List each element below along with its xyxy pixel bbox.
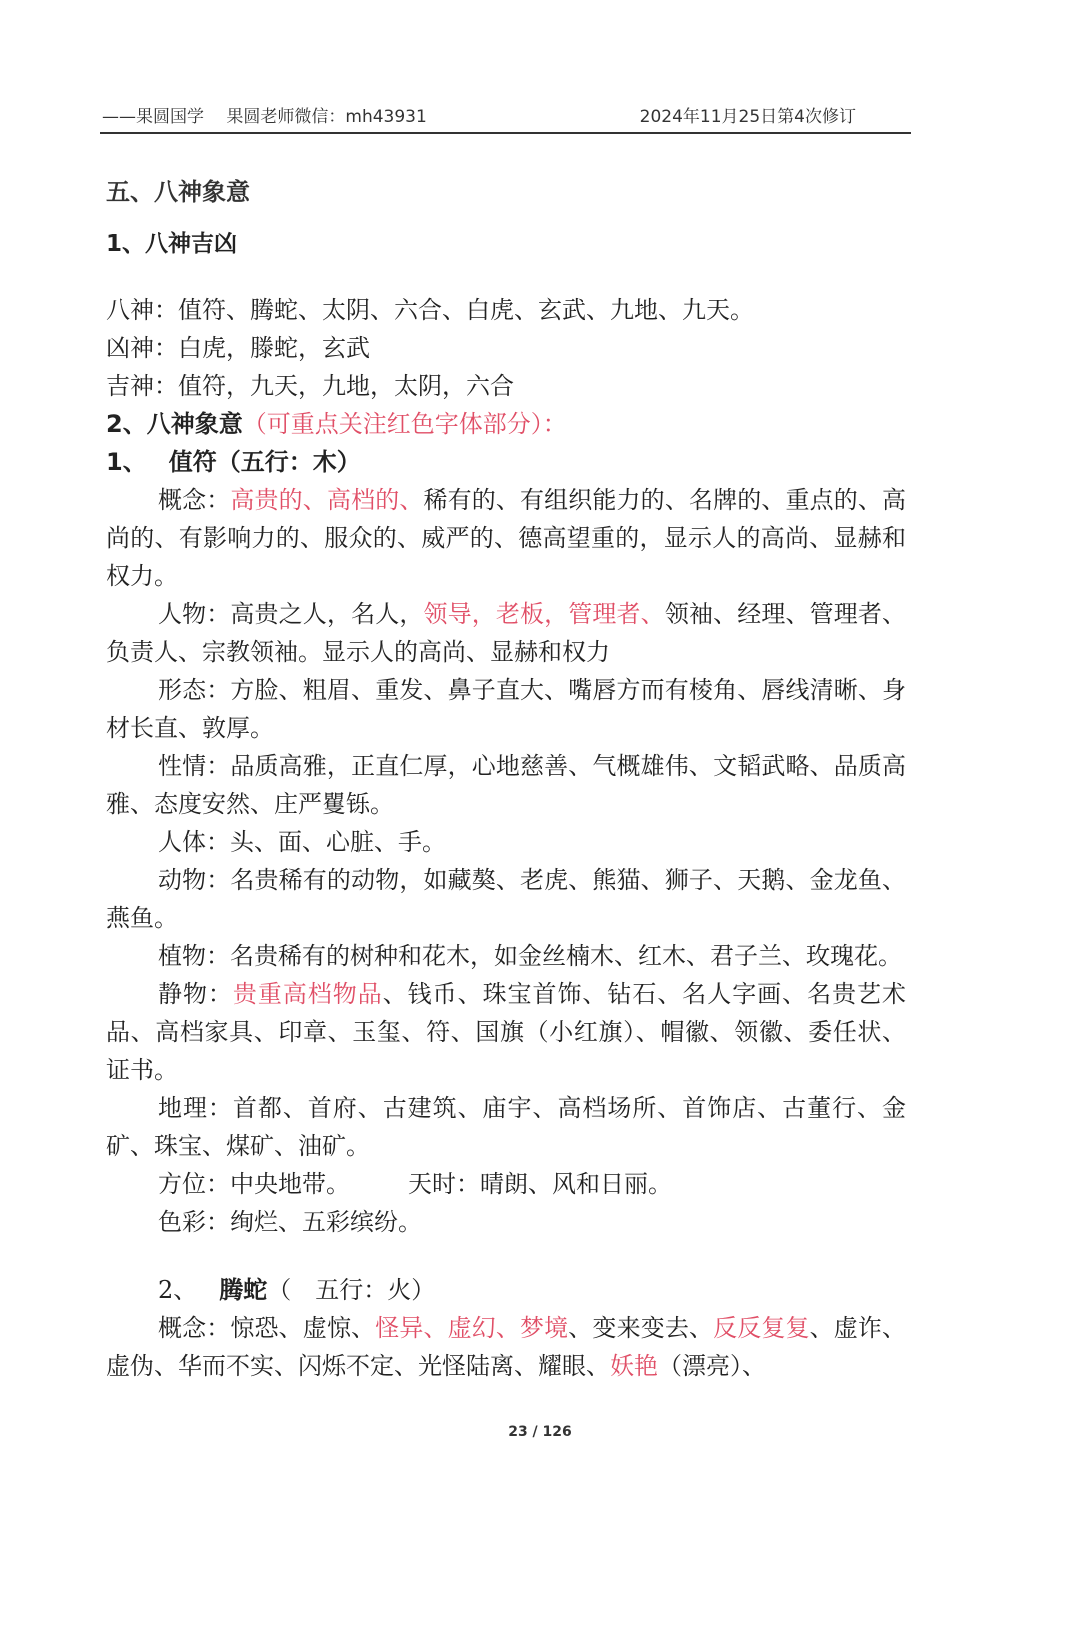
para-text: 、钱币、珠宝首饰、钻石、名人字画、名贵艺术品、高档家具、印章、玉玺、符、国旗（小红旗）、帽徽、领徽、委任状、证书。 xyxy=(106,980,907,1084)
para-xingqing: 性情：品质高雅，正直仁厚，心地慈善、气概雄伟、文韬武略、品质高雅、态度安然、庄严矍铄。 xyxy=(106,752,906,818)
para-dongwu: 动物：名贵稀有的动物，如藏獒、老虎、熊猫、狮子、天鹅、金龙鱼、燕鱼。 xyxy=(106,866,906,932)
para-tengshe-gainian xyxy=(106,1309,906,1385)
god-heading-number: 2、 xyxy=(158,1276,198,1304)
god-heading-element: （ 五行：火） xyxy=(267,1276,436,1304)
god-heading-name: 腾蛇 xyxy=(219,1276,268,1304)
list-xiongshen: 凶神：白虎，滕蛇，玄武 xyxy=(106,334,370,362)
para-text: 、虚诈、虚伪、华而不实、闪烁不定、光怪陆离、耀眼、 xyxy=(106,1314,907,1380)
label-renwu: 人物： xyxy=(158,600,231,628)
highlight-text: 妖艳 xyxy=(610,1352,658,1380)
section-title: 五、八神象意 xyxy=(106,178,250,206)
para-text: （漂亮）、 xyxy=(658,1352,766,1380)
para-xingtai: 形态：方脸、粗眉、重发、鼻子直大、嘴唇方而有棱角、唇线清晰、身材长直、敦厚。 xyxy=(106,676,906,742)
god-heading-text: 值符（五行：木） xyxy=(168,448,361,476)
para-jingwu xyxy=(106,975,906,1089)
god-heading-number: 1、 xyxy=(106,448,147,476)
para-renti: 人体：头、面、心脏、手。 xyxy=(158,828,446,856)
god-heading-tengshe xyxy=(106,1271,906,1309)
para-text: 领袖、经理、管理者、负责人、宗教领袖。显示人的高尚、显赫和权力 xyxy=(106,600,907,666)
highlight-text: 贵重高档物品 xyxy=(232,980,383,1008)
highlight-text: 反反复复 xyxy=(713,1314,810,1342)
list-bashen: 八神：值符、腾蛇、太阴、六合、白虎、玄武、九地、九天。 xyxy=(106,296,754,324)
list-jishen: 吉神：值符，九天，九地，太阴，六合 xyxy=(106,372,514,400)
tianshi-text: 天时：晴朗、风和日丽。 xyxy=(408,1170,672,1198)
subsection-title-2 xyxy=(106,405,906,443)
para-dili: 地理：首都、首府、古建筑、庙宇、高档场所、首饰店、古董行、金矿、珠宝、煤矿、油矿。 xyxy=(106,1094,906,1160)
label-gainian: 概念： xyxy=(158,1314,231,1342)
para-gainian xyxy=(106,481,906,595)
para-text: 惊恐、虚惊、 xyxy=(230,1314,376,1342)
subsection-note: （可重点关注红色字体部分）： xyxy=(242,410,567,438)
label-gainian: 概念： xyxy=(158,486,231,514)
para-text: 、变来变去、 xyxy=(568,1314,714,1342)
header-rule xyxy=(100,132,911,134)
page-header xyxy=(102,102,912,132)
header-left: ——果圆国学 果圆老师微信：mh43931 xyxy=(102,107,427,127)
highlight-text: 高贵的、高档的、 xyxy=(230,486,424,514)
label-jingwu: 静物： xyxy=(158,980,233,1008)
fangwei-text: 方位：中央地带。 xyxy=(158,1170,350,1198)
header-date: 2024年11月25日第4次修订 xyxy=(639,107,856,127)
subsection-title-2-text: 2、八神象意 xyxy=(106,410,243,438)
para-secai: 色彩：绚烂、五彩缤纷。 xyxy=(158,1208,422,1236)
document-body xyxy=(106,172,906,1385)
para-renwu xyxy=(106,595,906,671)
para-fangwei-tianshi xyxy=(106,1165,906,1203)
para-text: 高贵之人，名人， xyxy=(230,600,424,628)
highlight-text: 怪异、虚幻、梦境 xyxy=(375,1314,569,1342)
god-heading-zhifu xyxy=(106,443,906,481)
subsection-title-1: 1、八神吉凶 xyxy=(106,231,238,257)
page-number: 23 / 126 xyxy=(508,1424,572,1440)
para-text: 稀有的、有组织能力的、名牌的、重点的、高尚的、有影响力的、服众的、威严的、德高望重的，显示人的高尚、显赫和权力。 xyxy=(106,486,907,590)
highlight-text: 领导，老板，管理者、 xyxy=(423,600,665,628)
para-zhiwu: 植物：名贵稀有的树种和花木，如金丝楠木、红木、君子兰、玫瑰花。 xyxy=(158,942,902,970)
